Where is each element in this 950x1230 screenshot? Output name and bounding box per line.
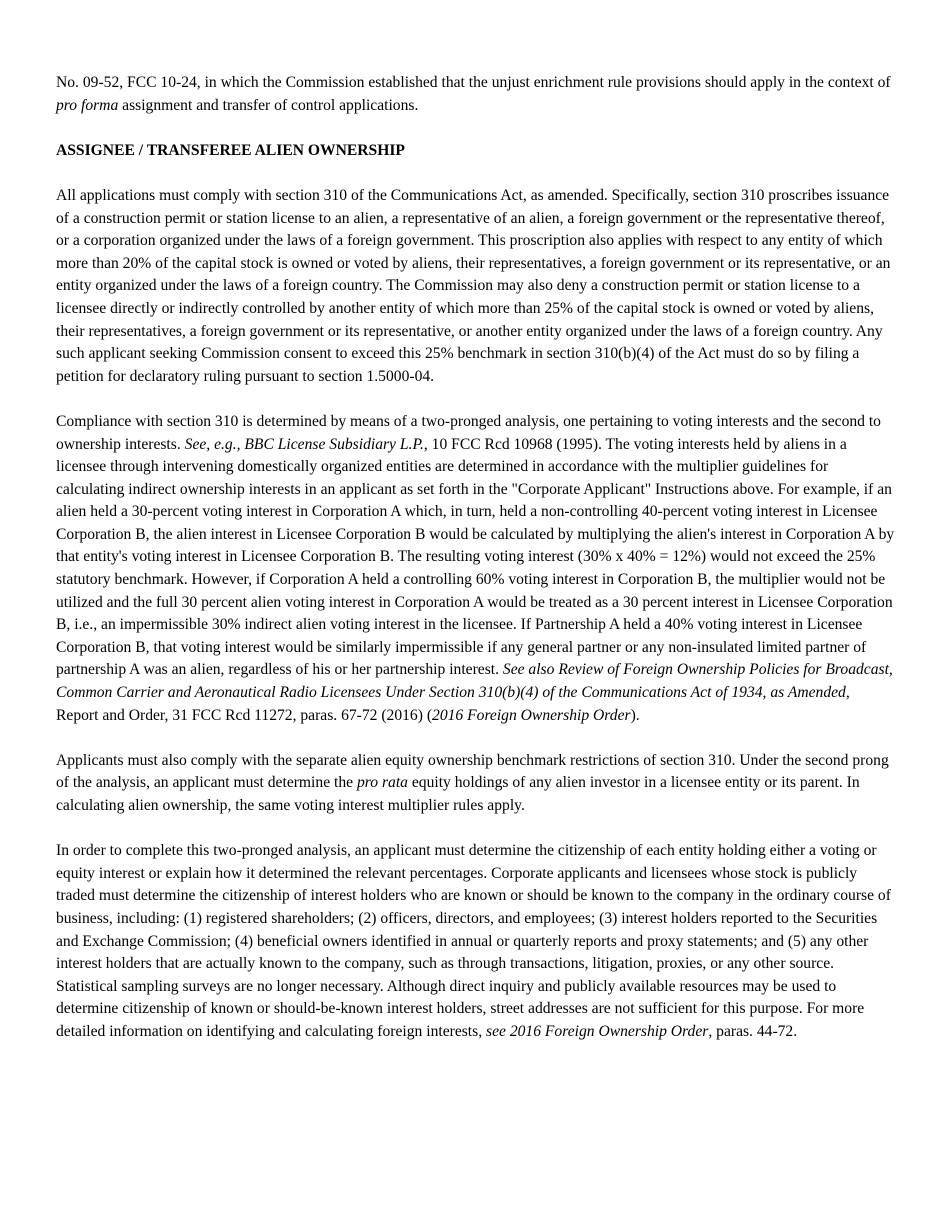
paragraph-section-310-requirements: All applications must comply with section 310 of the Communications Act, as amended. Specifically, section 310 proscribes issuance of a construction permit or station license to an alien, a representative of an alien, a foreign government or the representative thereof, or a corporation organized under the laws of a foreign government. This proscription also applies with respect to any entity of which more than 20% of the capital stock is owned or voted by aliens, their representatives, a foreign government or its representative, or an entity organized under the laws of a foreign country. The Commission may also deny a construction permit or station license to a licensee directly or indirectly controlled by another entity of which more than 25% of the capital stock is owned or voted by aliens, their representatives, a foreign government or its representative, or another entity organized under the laws of a foreign country. Any such applicant seeking Commission consent to exceed this 25% benchmark in section 310(b)(4) of the Act must do so by filing a petition for declaratory ruling pursuant to section 1.5000-04.: [56, 186, 891, 385]
paragraph-equity-ownership: Applicants must also comply with the separate alien equity ownership benchmark restrictions of section 310. Under the second prong of the analysis, an applicant must determine the pro rata equity holdings of any alien investor in a licensee entity or its parent. In calculating alien ownership, the same voting interest multiplier rules apply.: [56, 751, 889, 814]
intro-paragraph: No. 09-52, FCC 10-24, in which the Commission established that the unjust enrichment rule provisions should apply in the context of pro forma assignment and transfer of control applications.: [56, 74, 891, 114]
paragraph-two-pronged-analysis: Compliance with section 310 is determined by means of a two-pronged analysis, one pertaining to voting interests and the second to ownership interests. See, e.g., BBC License Subsidiary L.P., 10 FCC Rcd 10968 (1995). The voting interests held by aliens in a licensee through intervening domestically organized entities are determined in accordance with the multiplier guidelines for calculating indirect ownership interests in an applicant as set forth in the "Corporate Applicant" Instructions above. For example, if an alien held a 30-percent voting interest in Corporation A which, in turn, held a non-controlling 40-percent voting interest in Licensee Corporation B, the alien interest in Licensee Corporation B would be calculated by multiplying the alien's interest in Corporation A by that entity's voting interest in Licensee Corporation B. The resulting voting interest (30% x 40% = 12%) would not exceed the 25% statutory benchmark. However, if Corporation A held a controlling 60% voting interest in Corporation B, the multiplier would not be utilized and the full 30 percent alien voting interest in Corporation A would be treated as a 30 percent interest in Licensee Corporation B, i.e., an impermissible 30% indirect alien voting interest in the licensee. If Partnership A held a 40% voting interest in Licensee Corporation B, that voting interest would be similarly impermissible if any general partner or any non-insulated limited partner of partnership A was an alien, regardless of his or her partnership interest. See also Review of Foreign Ownership Policies for Broadcast, Common Carrier and Aeronautical Radio Licensees Under Section 310(b)(4) of the Communications Act of 1934, as Amended, Report and Order, 31 FCC Rcd 11272, paras. 67-72 (2016) (2016 Foreign Ownership Order).: [56, 412, 895, 724]
section-heading: ASSIGNEE / TRANSFEREE ALIEN OWNERSHIP: [56, 141, 405, 159]
document-page: [56, 72, 896, 1066]
paragraph-citizenship-determination: In order to complete this two-pronged analysis, an applicant must determine the citizenship of each entity holding either a voting or equity interest or explain how it determined the relevant percentages. Corporate applicants and licensees whose stock is publicly traded must determine the citizenship of interest holders who are known or should be known to the company in the ordinary course of business, including: (1) registered shareholders; (2) officers, directors, and employees; (3) interest holders reported to the Securities and Exchange Commission; (4) beneficial owners identified in annual or quarterly reports and proxy statements; and (5) any other interest holders that are actually known to the company, such as through transactions, litigation, proxies, or any other source. Statistical sampling surveys are no longer necessary. Although direct inquiry and publicly available resources may be used to determine citizenship of known or should-be-known interest holders, street addresses are not sufficient for this purpose. For more detailed information on identifying and calculating foreign interests, see 2016 Foreign Ownership Order, paras. 44-72.: [56, 842, 891, 1040]
